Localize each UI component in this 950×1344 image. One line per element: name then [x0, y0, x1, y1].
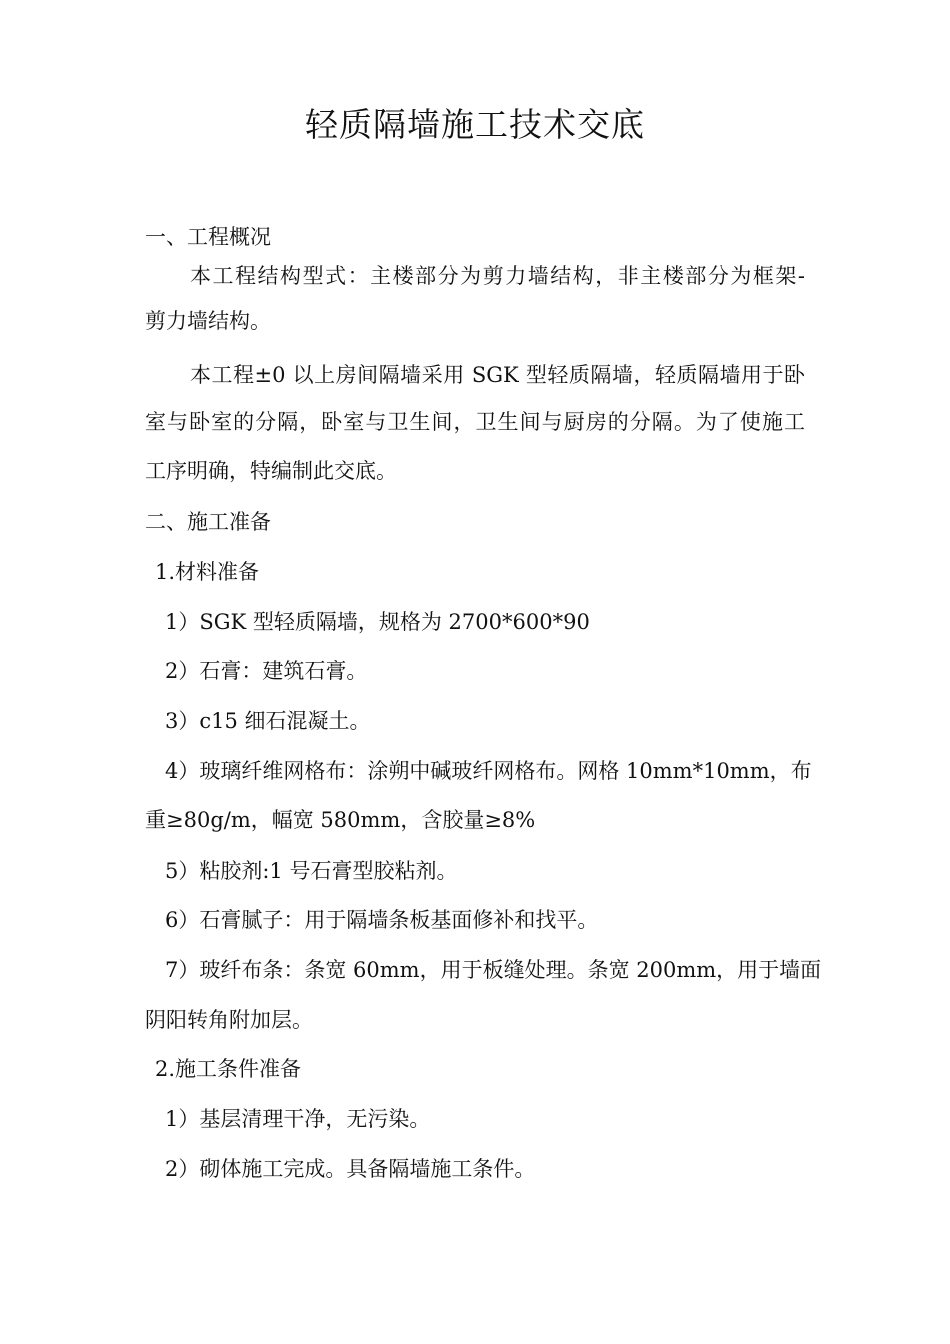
material-item-4-line-2: 重≥80g/m，幅宽 580mm，含胶量≥8% [145, 808, 536, 832]
material-item-5: 5）粘胶剂:1 号石膏型胶粘剂。 [165, 859, 458, 883]
overview-paragraph-2-line-3: 工序明确，特编制此交底。 [145, 459, 397, 483]
material-item-1: 1）SGK 型轻质隔墙，规格为 2700*600*90 [165, 610, 590, 634]
material-item-6: 6）石膏腻子：用于隔墙条板基面修补和找平。 [165, 908, 599, 932]
section-heading-preparation: 二、施工准备 [145, 510, 271, 534]
material-item-2: 2）石膏：建筑石膏。 [165, 659, 368, 683]
material-item-7-line-2: 阴阳转角附加层。 [145, 1008, 313, 1032]
condition-item-1: 1）基层清理干净，无污染。 [165, 1107, 431, 1131]
subsection-heading-conditions: 2.施工条件准备 [155, 1057, 302, 1081]
overview-paragraph-2-line-1: 本工程±0 以上房间隔墙采用 SGK 型轻质隔墙，轻质隔墙用于卧 [190, 363, 805, 387]
subsection-heading-materials: 1.材料准备 [155, 560, 260, 584]
overview-paragraph-1-line-1: 本工程结构型式：主楼部分为剪力墙结构，非主楼部分为框架- [190, 264, 805, 288]
material-item-4-line-1: 4）玻璃纤维网格布：涂朔中碱玻纤网格布。网格 10mm*10mm，布 [165, 759, 812, 783]
overview-paragraph-2-line-2: 室与卧室的分隔，卧室与卫生间，卫生间与厨房的分隔。为了使施工 [145, 410, 805, 434]
document-title: 轻质隔墙施工技术交底 [305, 105, 645, 144]
section-heading-overview: 一、工程概况 [145, 225, 271, 249]
material-item-3: 3）c15 细石混凝土。 [165, 709, 371, 733]
overview-paragraph-1-line-2: 剪力墙结构。 [145, 309, 271, 333]
material-item-7-line-1: 7）玻纤布条：条宽 60mm，用于板缝处理。条宽 200mm，用于墙面 [165, 958, 822, 982]
condition-item-2: 2）砌体施工完成。具备隔墙施工条件。 [165, 1157, 536, 1181]
